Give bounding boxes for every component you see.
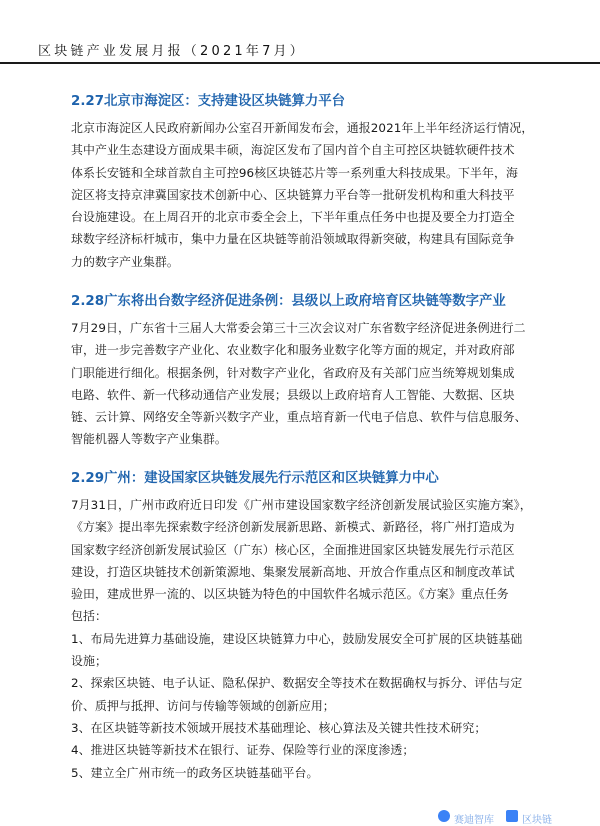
body-line: 体系长安链和全球首款自主可控96核区块链芯片等一系列重大科技成果。下半年，海 <box>71 165 518 180</box>
body-line: 门职能进行细化。根据条例，针对数字产业化，省政府及有关部门应当统筹规划集成 <box>71 365 515 380</box>
think-tank-logo-icon <box>438 810 450 822</box>
blockchain-logo-text: 区块链 <box>522 815 552 826</box>
section-heading: 2.27北京市海淀区：支持建设区块链算力平台 <box>71 94 346 109</box>
body-line: 7月31日，广州市政府近日印发《广州市建设国家数字经济创新发展试验区实施方案》， <box>71 498 532 512</box>
body-line: 台设施建设。在上周召开的北京市委全会上，下半年重点任务中也提及要全力打造全 <box>71 210 515 225</box>
list-item: 1、布局先进算力基础设施，建设区块链算力中心，鼓励发展安全可扩展的区块链基础 <box>71 631 523 646</box>
list-item: 2、探索区块链、电子认证、隐私保护、数据安全等技术在数据确权与拆分、评估与定 <box>71 676 523 691</box>
section-2-27 <box>71 93 563 273</box>
think-tank-logo-text: 赛迪智库 <box>454 815 494 826</box>
body-line: 建设，打造区块链技术创新策源地、集聚发展新高地、开放合作重点区和制度改革试 <box>71 564 515 579</box>
body-line: 包括： <box>71 609 107 624</box>
body-line: 审，进一步完善数字产业化、农业数字化和服务业数字化等方面的规定，并对政府部 <box>71 343 515 358</box>
body-line: 电路、软件、新一代移动通信产业发展；县级以上政府培育人工智能、大数据、区块 <box>71 387 515 402</box>
body-line: 国家数字经济创新发展试验区（广东）核心区，全面推进国家区块链发展先行示范区 <box>71 542 515 557</box>
body-line: 验田，建成世界一流的、以区块链为特色的中国软件名城示范区。《方案》重点任务 <box>71 587 509 602</box>
body-line: 其中产业生态建设方面成果丰硕，海淀区发布了国内首个自主可控区块链软硬件技术 <box>71 143 515 158</box>
body-line: 《方案》提出率先探索数字经济创新发展新思路、新模式、新路径，将广州打造成为 <box>71 520 515 535</box>
list-item: 设施； <box>71 654 107 669</box>
body-line: 淀区将支持京津冀国家技术创新中心、区块链算力平台等一批研发机构和重大科技平 <box>71 187 515 202</box>
section-body <box>71 317 563 451</box>
header-divider <box>0 62 600 64</box>
list-item: 3、在区块链等新技术领域开展技术基础理论、核心算法及关键共性技术研究； <box>71 720 487 735</box>
body-line: 球数字经济标杆城市，集中力量在区块链等前沿领域取得新突破，构建具有国际竞争 <box>71 232 515 247</box>
list-item: 4、推进区块链等新技术在银行、证券、保险等行业的深度渗透； <box>71 743 415 758</box>
body-line: 链、云计算、网络安全等新兴数字产业，重点培育新一代电子信息、软件与信息服务、 <box>71 410 527 425</box>
body-line: 力的数字产业集群。 <box>71 254 179 269</box>
blockchain-logo-icon <box>506 810 518 822</box>
section-2-29 <box>71 470 563 784</box>
body-line: 7月29日，广东省十三届人大常委会第三十三次会议对广东省数字经济促进条例进行二 <box>71 321 526 335</box>
section-2-28 <box>71 293 563 451</box>
body-line: 北京市海淀区人民政府新闻办公室召开新闻发布会，通报2021年上半年经济运行情况， <box>71 121 534 135</box>
list-item: 价、质押与抵押、访问与传输等领域的创新应用； <box>71 698 335 713</box>
list-item: 5、建立全广州市统一的政务区块链基础平台。 <box>71 765 319 780</box>
section-heading: 2.28广东将出台数字经济促进条例：县级以上政府培育区块链等数字产业 <box>71 294 506 309</box>
section-body <box>71 494 563 784</box>
section-body <box>71 117 563 273</box>
body-line: 智能机器人等数字产业集群。 <box>71 432 227 447</box>
report-header-title: 区块链产业发展月报（2021年7月） <box>38 44 306 59</box>
section-heading: 2.29广州：建设国家区块链发展先行示范区和区块链算力中心 <box>71 471 439 486</box>
